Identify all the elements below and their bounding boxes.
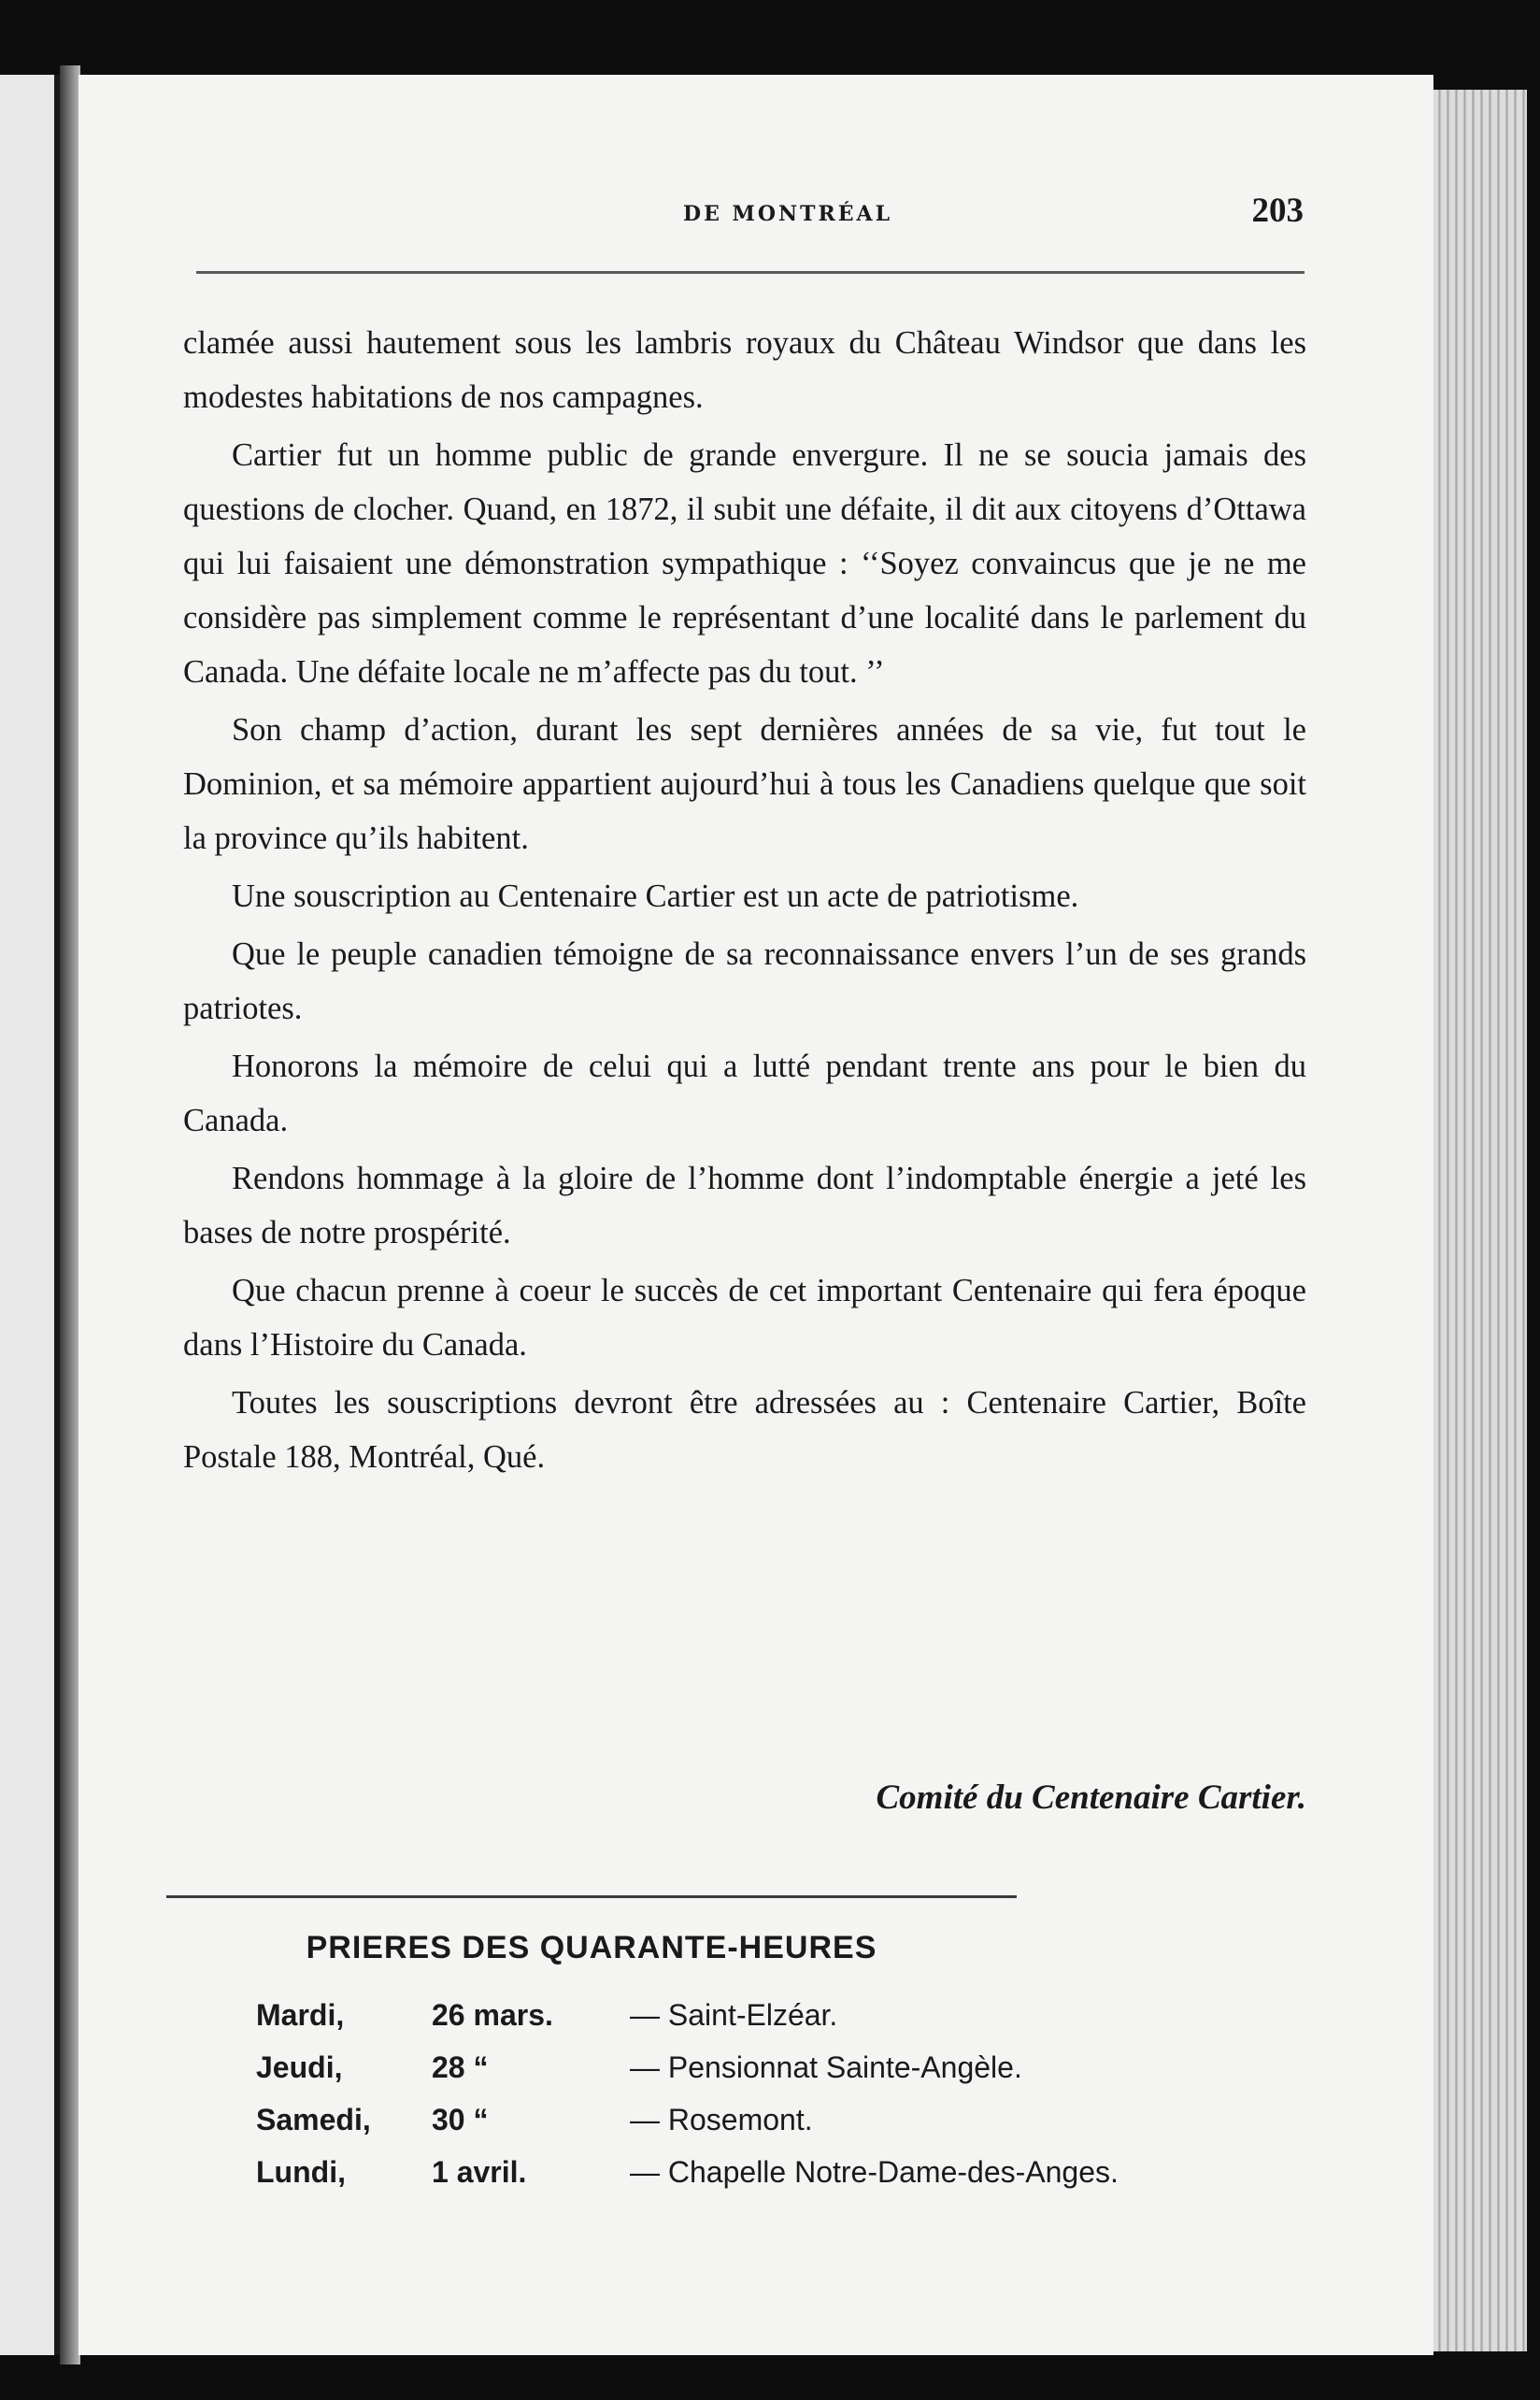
paragraph: Toutes les souscriptions devront être adressées au : Centenaire Cartier, Boîte Postale 188, Montréal, Qué.: [183, 1385, 1306, 1475]
paragraph: Rendons hommage à la gloire de l’homme dont l’indomptable énergie a jeté les bases de notre prospérité.: [183, 1161, 1306, 1250]
schedule-day: Jeudi,: [256, 2050, 343, 2084]
schedule-place: — Pensionnat Sainte-Angèle.: [630, 2050, 1022, 2084]
schedule-date: 26 mars.: [432, 1998, 553, 2032]
paragraph: Honorons la mémoire de celui qui a lutté pendant trente ans pour le bien du Canada.: [183, 1049, 1306, 1138]
schedule-row: [256, 2050, 1191, 2103]
paragraph-continuation: clamée aussi hautement sous les lambris royaux du Château Windsor que dans les modestes habitations de nos campagnes.: [183, 325, 1306, 415]
header-rule: [196, 271, 1305, 274]
paragraph: Que chacun prenne à coeur le succès de cet important Centenaire qui fera époque dans l’Histoire du Canada.: [183, 1273, 1306, 1363]
schedule-day: Mardi,: [256, 1998, 345, 2032]
book-page: [78, 75, 1433, 2355]
schedule-row: [256, 2103, 1191, 2155]
schedule-date: 1 avril.: [432, 2155, 527, 2189]
schedule-place: — Rosemont.: [630, 2103, 813, 2136]
binding-shadow: [60, 65, 80, 2364]
schedule-date: 30 “: [432, 2103, 489, 2136]
signature: Comité du Centenaire Cartier.: [876, 1779, 1306, 1817]
schedule-place: — Saint-Elzéar.: [630, 1998, 838, 2032]
schedule-date: 28 “: [432, 2050, 489, 2084]
prayer-schedule: [256, 1998, 1191, 2207]
left-page-edge: [0, 75, 60, 2355]
paragraph: Une souscription au Centenaire Cartier est un acte de patriotisme.: [232, 879, 1079, 914]
body-text: [183, 316, 1306, 1484]
page-number: 203: [1251, 192, 1304, 230]
schedule-day: Lundi,: [256, 2155, 346, 2189]
schedule-row: [256, 2155, 1191, 2207]
section-title: PRIERES DES QUARANTE-HEURES: [306, 1930, 877, 1965]
schedule-row: [256, 1998, 1191, 2050]
paragraph: Que le peuple canadien témoigne de sa reconnaissance envers l’un de ses grands patriotes.: [183, 936, 1306, 1026]
paragraph: Cartier fut un homme public de grande envergure. Il ne se soucia jamais des questions de clocher. Quand, en 1872, il subit une défaite, il dit aux citoyens d’Ottawa qui lui faisaient une démonstration sympathique : ‘‘Soyez convaincus que je ne me considère pas simplement comme le représentant d’une localité dans le parlement du Canada. Une défaite locale ne m’affecte pas du tout. ’’: [183, 437, 1306, 690]
schedule-day: Samedi,: [256, 2103, 371, 2136]
section-divider: [166, 1895, 1017, 1898]
running-head-title: DE MONTRÉAL: [683, 202, 893, 226]
page-stack-edge: [1433, 90, 1527, 2351]
schedule-place: — Chapelle Notre-Dame-des-Anges.: [630, 2155, 1119, 2189]
paragraph: Son champ d’action, durant les sept dernières années de sa vie, fut tout le Dominion, et sa mémoire appartient aujourd’hui à tous les Canadiens quelque que soit la province qu’ils habitent.: [183, 712, 1306, 856]
running-head: [182, 192, 1304, 258]
